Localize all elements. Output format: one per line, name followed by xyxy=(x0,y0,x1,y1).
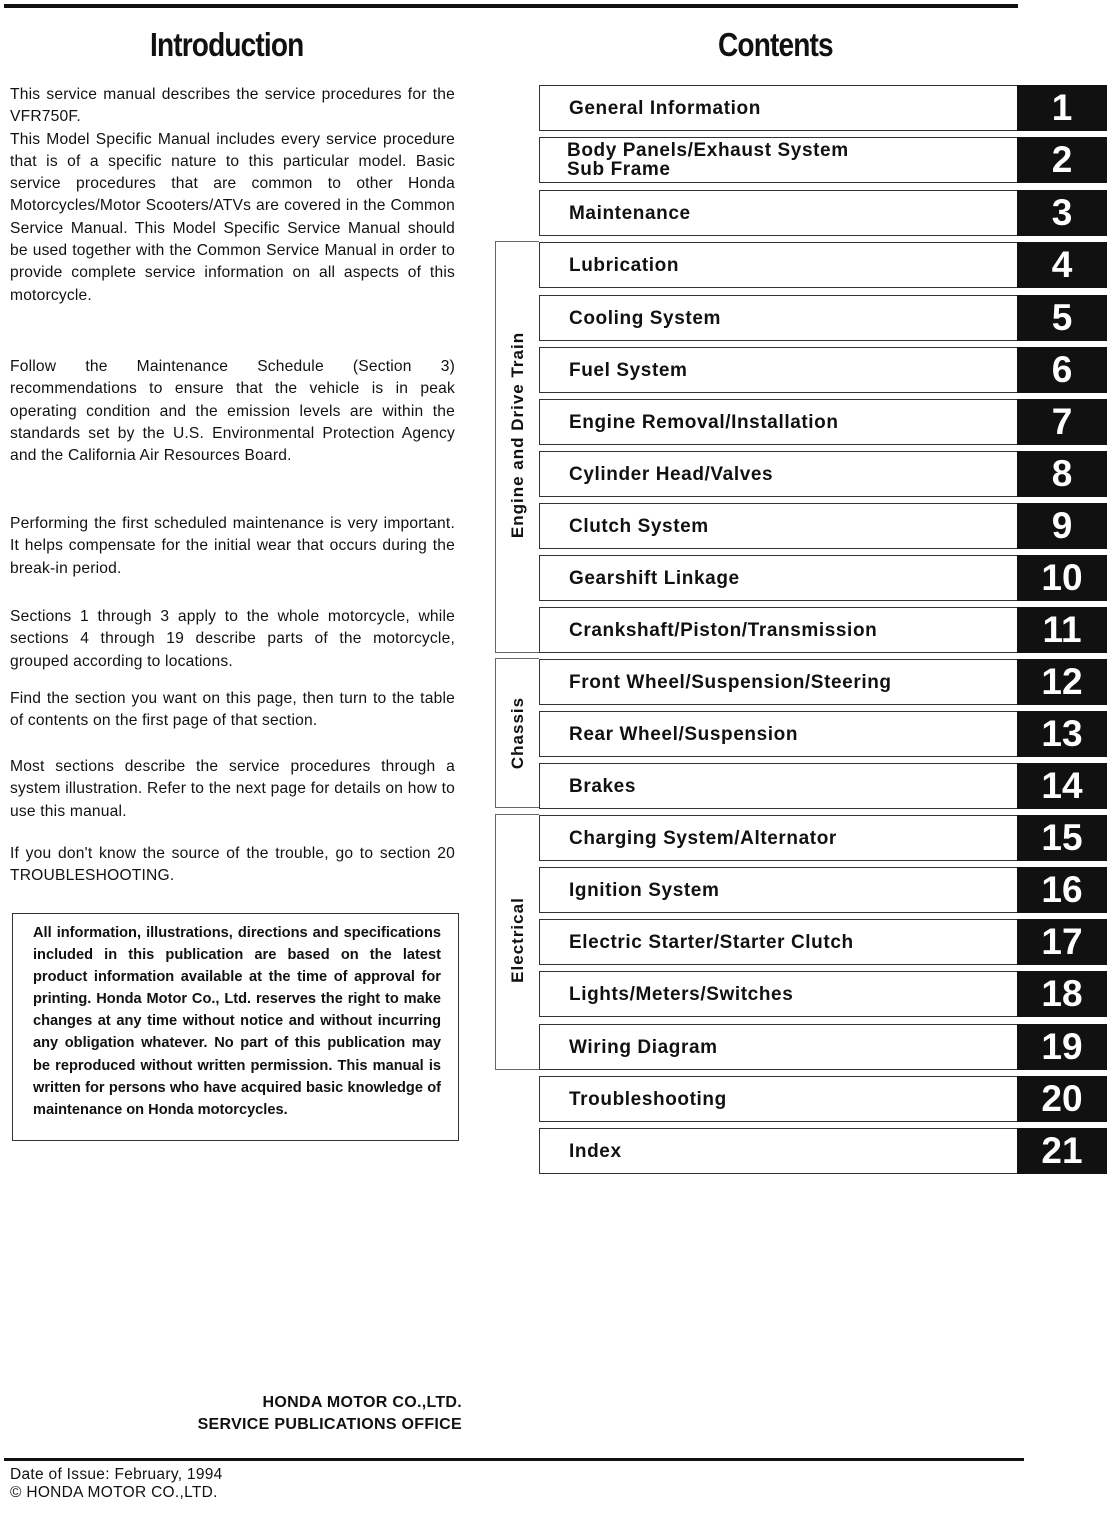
section-label: Fuel System xyxy=(569,359,688,381)
section-label: General Information xyxy=(569,97,761,119)
section-ignition-system[interactable] xyxy=(539,867,1107,913)
section-number-tab: 6 xyxy=(1017,347,1107,393)
section-number-tab: 21 xyxy=(1017,1128,1107,1174)
section-lubrication[interactable] xyxy=(539,242,1107,288)
section-engine-removal[interactable] xyxy=(539,399,1107,445)
section-troubleshooting[interactable] xyxy=(539,1076,1107,1122)
section-number-tab: 18 xyxy=(1017,971,1107,1017)
group-electrical xyxy=(495,814,539,1070)
section-electric-starter[interactable] xyxy=(539,919,1107,965)
section-number-tab: 19 xyxy=(1017,1024,1107,1070)
section-fuel-system[interactable] xyxy=(539,347,1107,393)
top-rule xyxy=(4,4,1018,8)
group-label: Engine and Drive Train xyxy=(508,331,527,539)
section-label: Maintenance xyxy=(569,202,691,224)
section-label: Gearshift Linkage xyxy=(569,567,740,589)
section-label: Rear Wheel/Suspension xyxy=(569,723,799,745)
section-label: Cooling System xyxy=(569,307,721,329)
intro-paragraph: If you don't know the source of the trouble, go to section 20 TROUBLESHOOTING. xyxy=(10,845,455,885)
intro-paragraph: This service manual describes the service procedures for the VFR750F. This Model Specific Manual includes every service procedure that is of a specific nature to this particular model. Basic service procedures that are common to other Honda Motorcycles/Motor Scooters/ATVs are covered in the Common Service Manual. This Model Specific Service Manual should be used together with the Common Service Manual in order to provide complete service information on all aspects of this motorcycle. xyxy=(10,86,455,304)
section-gearshift-linkage[interactable] xyxy=(539,555,1107,601)
section-wiring-diagram[interactable] xyxy=(539,1024,1107,1070)
section-label: Clutch System xyxy=(569,515,709,537)
section-lights-meters[interactable] xyxy=(539,971,1107,1017)
section-label: Brakes xyxy=(569,775,636,797)
group-label: Electrical xyxy=(508,897,527,983)
section-label: Electric Starter/Starter Clutch xyxy=(569,931,854,953)
intro-title: Introduction xyxy=(150,26,304,63)
section-number-tab: 11 xyxy=(1017,607,1107,653)
section-label: Front Wheel/Suspension/Steering xyxy=(569,671,892,693)
section-maintenance[interactable] xyxy=(539,190,1107,236)
section-cooling-system[interactable] xyxy=(539,295,1107,341)
section-number-tab: 14 xyxy=(1017,763,1107,809)
issue-info: Date of Issue: February, 1994 © HONDA MOTOR CO.,LTD. xyxy=(10,1466,223,1501)
section-label: Body Panels/Exhaust System Sub Frame xyxy=(567,140,849,180)
section-number-tab: 15 xyxy=(1017,815,1107,861)
section-label: Lights/Meters/Switches xyxy=(569,983,794,1005)
section-label: Troubleshooting xyxy=(569,1088,727,1110)
contents-title: Contents xyxy=(718,26,833,63)
section-general-information[interactable] xyxy=(539,85,1107,131)
section-label: Index xyxy=(569,1140,622,1162)
section-rear-wheel[interactable] xyxy=(539,711,1107,757)
section-brakes[interactable] xyxy=(539,763,1107,809)
section-number-tab: 12 xyxy=(1017,659,1107,705)
bottom-rule xyxy=(4,1458,1024,1461)
section-label: Cylinder Head/Valves xyxy=(569,463,774,485)
section-cylinder-head[interactable] xyxy=(539,451,1107,497)
group-label: Chassis xyxy=(508,696,527,770)
section-number-tab: 7 xyxy=(1017,399,1107,445)
section-number-tab: 20 xyxy=(1017,1076,1107,1122)
section-label: Charging System/Alternator xyxy=(569,827,837,849)
section-clutch-system[interactable] xyxy=(539,503,1107,549)
section-label: Wiring Diagram xyxy=(569,1036,718,1058)
intro-paragraph: Sections 1 through 3 apply to the whole motorcycle, while sections 4 through 19 describe parts of the motorcycle, grouped according to locations. xyxy=(10,608,455,670)
group-engine-drive-train xyxy=(495,241,539,653)
section-number-tab: 17 xyxy=(1017,919,1107,965)
section-number-tab: 3 xyxy=(1017,190,1107,236)
intro-paragraph: Most sections describe the service procedures through a system illustration. Refer to the next page for details on how to use this manual. xyxy=(10,758,455,820)
section-number-tab: 9 xyxy=(1017,503,1107,549)
section-number-tab: 5 xyxy=(1017,295,1107,341)
section-number-tab: 8 xyxy=(1017,451,1107,497)
publisher: HONDA MOTOR CO.,LTD. SERVICE PUBLICATIONS OFFICE xyxy=(197,1394,462,1433)
section-label: Ignition System xyxy=(569,879,720,901)
section-label: Crankshaft/Piston/Transmission xyxy=(569,619,878,641)
section-label: Lubrication xyxy=(569,254,680,276)
section-number-tab: 4 xyxy=(1017,242,1107,288)
intro-paragraph: Find the section you want on this page, then turn to the table of contents on the first page of that section. xyxy=(10,690,455,730)
section-number-tab: 16 xyxy=(1017,867,1107,913)
section-body-panels-exhaust[interactable] xyxy=(539,137,1107,183)
disclaimer-box: All information, illustrations, directions and specifications included in this publication are based on the latest product information available at the time of approval for printing. Honda Motor Co., Ltd. reserves the right to make changes at any time without notice and without incurring any obligation whatever. No part of this publication may be reproduced without written permission. This manual is written for persons who have acquired basic knowledge of maintenance on Honda motorcycles. xyxy=(12,913,459,1141)
section-number-tab: 13 xyxy=(1017,711,1107,757)
section-number-tab: 2 xyxy=(1017,137,1107,183)
section-label: Engine Removal/Installation xyxy=(569,411,839,433)
section-number-tab: 1 xyxy=(1017,85,1107,131)
section-number-tab: 10 xyxy=(1017,555,1107,601)
section-front-wheel[interactable] xyxy=(539,659,1107,705)
group-chassis xyxy=(495,658,539,808)
section-index[interactable] xyxy=(539,1128,1107,1174)
intro-paragraph: Follow the Maintenance Schedule (Section 3) recommendations to ensure that the vehicle is in peak operating condition and the emission levels are within the standards set by the U.S. Environmental Protection Agency and the California Air Resources Board. xyxy=(10,358,455,465)
intro-paragraph: Performing the first scheduled maintenance is very important. It helps compensate for the initial wear that occurs during the break-in period. xyxy=(10,515,455,577)
section-charging-system[interactable] xyxy=(539,815,1107,861)
section-crankshaft[interactable] xyxy=(539,607,1107,653)
